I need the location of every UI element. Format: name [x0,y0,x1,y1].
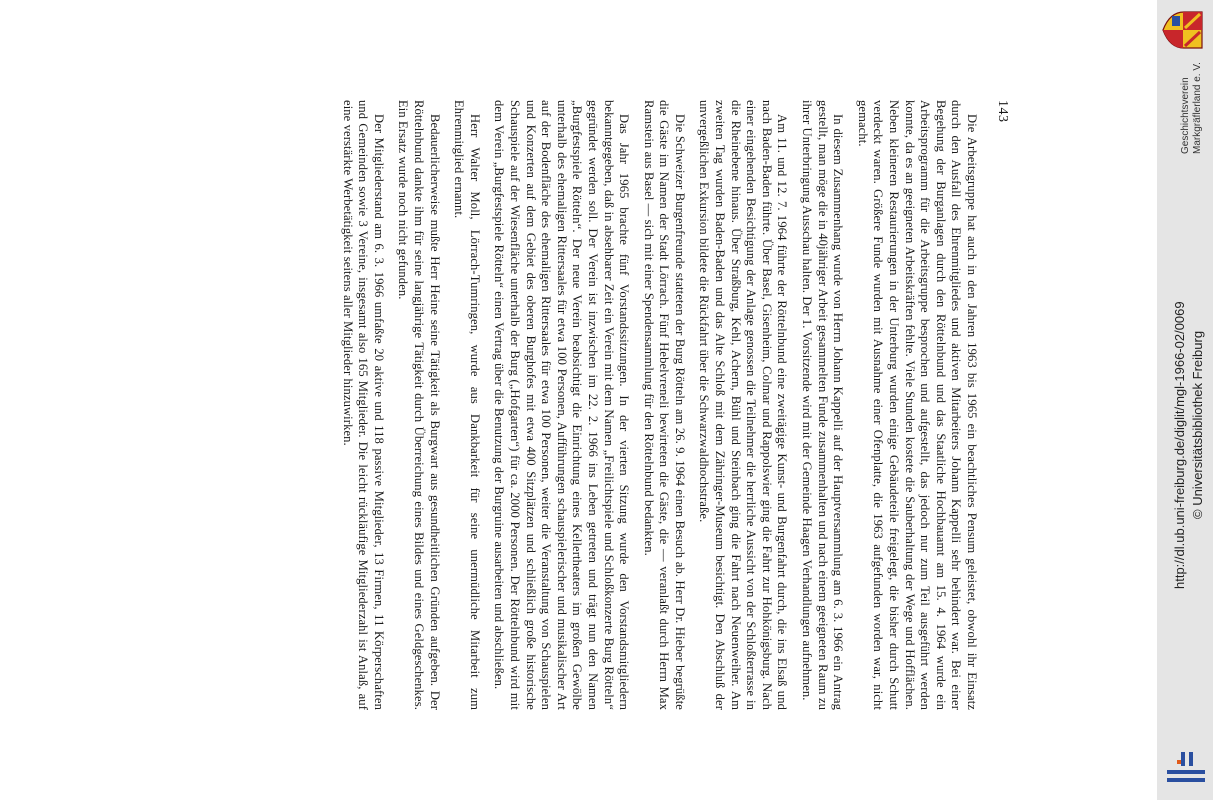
paragraph-arbeitsgruppe: Die Arbeitsgruppe hat auch in den Jahren 1963 bis 1965 ein beachtliches Pensum geleistet, obwohl ihr Einsatz durch den Ausfall des Ehrenmitgliedes und aktiven Mitarbeiters Johann Kappelli sehr behindert war. Bei einer Begehung der Burganlagen durch den Röttelnbund und das Staatliche Hochbauamt am 15. 4. 1964 wurde ein Arbeitsprogramm für die Arbeitsgruppe besprochen und aufgestellt, das jedoch nur zum Teil ausgeführt werden konnte, da es an geeigneten Arbeitskräften fehlte. Viele Stunden kostete die Sauberhaltung der Wege und Hofflächen. Neben kleineren Restaurierungen in der Unterburg wurden einige Gebäudeteile freigelegt, die bisher durch Schutt verdeckt waren. Größere Funde wurden mit Ausnahme einer Ofenplatte, die 1963 aufgefunden worden war, nicht gemacht. [855,100,979,710]
society-name-line2: Markgräflerland e. V. [1192,62,1203,154]
url-text[interactable]: http://dl.ub.uni-freiburg.de/diglit/mgl-1966-02/0069 [1172,301,1187,589]
paragraph-kappelli-antrag: In diesem Zusammenhang wurde von Herrn Johann Kappelli auf der Hauptversammlung am 6. 3. 1966 ein Antrag gestellt, man möge die in 40jähriger Arbeit gesammelten Funde zusammenhalten und nach einem geeigneten Raum zu ihrer Unterbringung Ausschau halten. Der 1. Vorsitzende wird mit der Gemeinde Haagen Verhandlungen aufnehmen. [800,100,846,710]
page-number: 143 [995,100,1010,123]
copyright-text: © Universitätsbibliothek Freiburg [1190,330,1205,519]
paragraph-burgenfahrt: Am 11. und 12. 7. 1964 führte der Röttelnbund eine zweitägige Kunst- und Burgenfahrt durch, die ins Elsaß und nach Baden-Baden führte. Über Basel, Gisenheim, Colmar und Rappolswier ging die Fahrt zur Hohkönigsburg. Nach einer eingehenden Besichtigung der Anlage genossen die Teilnehmer die herrliche Aussicht von der Schloßterrasse in die Rheinebene hinaus. Über Straßburg, Kehl, Achern, Bühl und Steinbach ging die Fahrt nach Neuenweiher. Am zweiten Tag wurden Baden-Baden und das Alte Schloß mit dem Zähringer-Museum besichtigt. Den Abschluß der unvergeßlichen Exkursion bildete die Rückfahrt über die Schwarzwaldhochstraße. [697,100,790,710]
paragraph-vorstandssitzungen: Das Jahr 1965 brachte fünf Vorstandssitzungen. In der vierten Sitzung wurde den Vorstandsmitgliedern bekanntgegeben, daß in absehbarer Zeit ein Verein mit dem Namen „Freilichtspiele und Schloßkonzerte Burg Rötteln“ gegründet werden soll. Der Verein ist inzwischen im 22. 2. 1966 ins Leben getreten und trägt nun den Namen „Burgfestspiele Rötteln“. Der neue Verein beabsichtigt die Einrichtung eines Kellertheaters im großen Gewölbe unterhalb des ehemaligen Rittersaales für etwa 100 Personen, Aufführungen schauspielerischer und musikalischer Art auf der Bodenfläche des ehemaligen Rittersaales für etwa 100 Personen, weiter die Veranstaltung von Schauspielen und Konzerten auf dem Gebiet des oberen Burghofes mit etwa 400 Sitzplätzen und schließlich große historische Schauspiele auf der Wiesenfläche unterhalb der Burg („Hofgarten“) für ca. 2000 Personen. Der Röttelnbund wird mit dem Verein „Burgfestspiele Rötteln“ einen Vertrag über die Benutzung der Burgruine ausarbeiten und abschließen. [492,100,632,710]
paragraph-schweizer-besuch: Die Schweizer Burgenfreunde statteten der Burg Rötteln am 26. 9. 1964 einen Besuch ab. Herr Dr. Hieber begrüßte die Gäste im Namen der Stadt Lörrach. Fünf Hebelvreneli bewirteten die Gäste, die — veranlaßt durch Herrn Max Ramstein aus Basel — sich mit einer Spendensammlung für den Röttelnbund bedankten. [641,100,687,710]
coat-of-arms-icon [1158,8,1210,52]
page-body-text [119,100,979,710]
library-logo-icon [1163,748,1209,788]
society-name-line1: Geschichtsverein [1180,77,1191,154]
paragraph-ehrenmitglied: Herr Walter Moll, Lörrach-Tumringen, wurde aus Dankbarkeit für seine unermüdliche Mitarbeit zum Ehrenmitglied ernannt. [452,100,482,710]
paragraph-burgwart: Bedauerlicherweise mußte Herr Heine seine Tätigkeit als Burgwart aus gesundheitlichen Gründen aufgeben. Der Röttelnbund dankte ihm für seine langjährige Tätigkeit durch Überreichung eines Bildes und eines Geldgeschenkes. Ein Ersatz wurde noch nicht gefunden. [396,100,442,710]
paragraph-mitgliederstand: Der Mitgliederstand am 6. 3. 1966 umfaßte 20 aktive und 118 passive Mitglieder, 13 Firmen, 11 Körperschaften und Gemeinden sowie 3 Vereine, insgesamt also 165 Mitglieder. Die leicht rückläufige Mitgliederzahl ist Anlaß, auf eine verstärkte Werbetätigkeit seitens aller Mitglieder hinzuwirken. [340,100,386,710]
scanned-page [110,100,1010,720]
